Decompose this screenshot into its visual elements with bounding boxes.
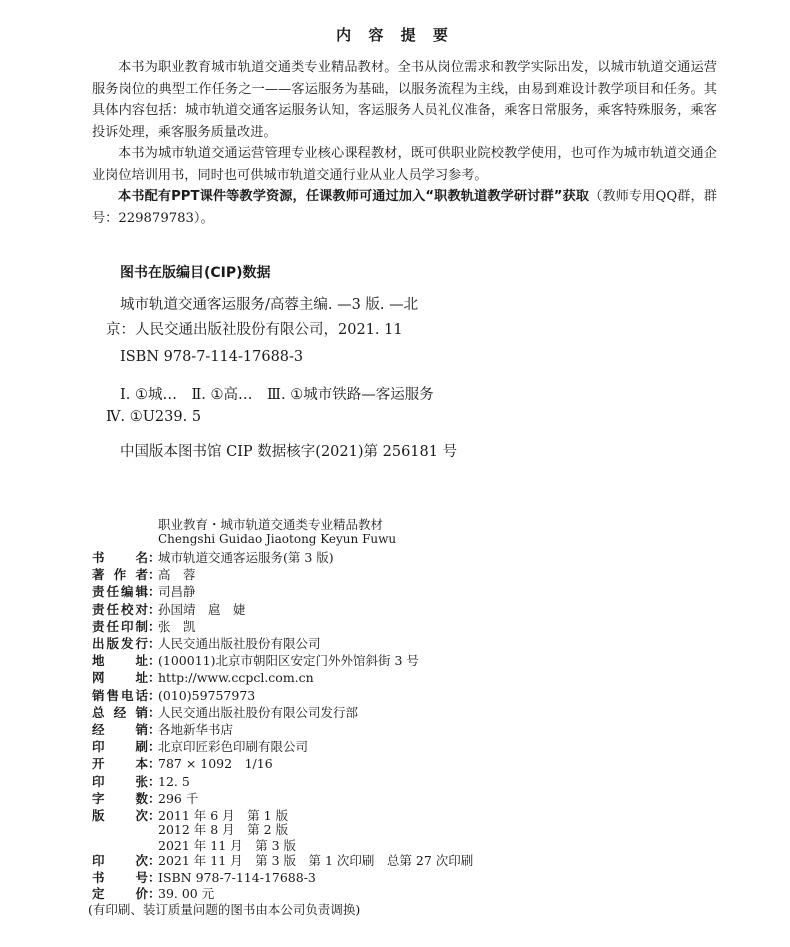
- colophon-row: [92, 686, 255, 704]
- colophon-label: 责任编辑: [92, 584, 148, 600]
- colophon-row: [92, 703, 358, 721]
- colophon-row: [92, 582, 196, 600]
- colophon-colon: ：: [148, 584, 161, 600]
- colophon-row: [92, 600, 246, 618]
- colophon-label: 定价: [92, 886, 148, 901]
- colophon-label: 印张: [92, 773, 148, 789]
- colophon-value: 12. 5: [158, 773, 190, 789]
- summary-paragraph-3-rest: （教师专用QQ群，群号：229879783）。: [92, 189, 717, 226]
- colophon-label: 销售电话: [92, 687, 148, 703]
- colophon-colon: ：: [148, 808, 161, 823]
- colophon-label: 印刷: [92, 739, 148, 755]
- colophon-colon: ：: [148, 853, 161, 868]
- colophon-row: [92, 772, 190, 790]
- cip-classification-2: Ⅳ. ①U239. 5: [106, 409, 202, 425]
- colophon-colon: ：: [148, 756, 161, 772]
- cip-isbn: ISBN 978-7-114-17688-3: [120, 349, 304, 365]
- colophon-label: 责任校对: [92, 601, 148, 617]
- colophon-value: 2021 年 11 月 第 3 版 第 1 次印刷 总第 27 次印刷: [158, 853, 474, 868]
- cip-line-1: 城市轨道交通客运服务/高蓉主编. —3 版. —北: [120, 297, 419, 313]
- colophon-colon: ：: [148, 773, 161, 789]
- colophon-colon: ：: [148, 567, 161, 583]
- cip-heading: 图书在版编目(CIP)数据: [120, 265, 271, 281]
- colophon-value: 人民交通出版社股份有限公司: [158, 636, 321, 651]
- colophon-colon: ：: [148, 739, 161, 755]
- colophon-row: [92, 668, 314, 686]
- colophon-label: 出版发行: [92, 636, 148, 651]
- colophon-row: [92, 754, 273, 772]
- colophon-colon: ：: [148, 636, 161, 651]
- colophon-colon: ：: [148, 790, 161, 806]
- colophon-colon: ：: [148, 886, 161, 901]
- colophon-colon: ：: [148, 550, 161, 565]
- colophon-value: 高 蓉: [158, 567, 196, 583]
- colophon-colon: ：: [148, 704, 161, 720]
- colophon-row: [92, 851, 473, 869]
- colophon-colon: ：: [148, 618, 161, 634]
- colophon-value: 北京印匠彩色印刷有限公司: [158, 739, 309, 755]
- colophon-value: (100011)北京市朝阳区安定门外外馆斜街 3 号: [158, 653, 419, 669]
- colophon-label: 书名: [92, 550, 148, 565]
- colophon-label: 版次: [92, 808, 148, 823]
- summary-paragraph-3-bold: 本书配有PPT课件等教学资源，任课教师可通过加入“职教轨道教学研讨群”获取: [118, 189, 590, 204]
- colophon-value: 张 凯: [158, 618, 196, 634]
- title-pinyin: Chengshi Guidao Jiaotong Keyun Fuwu: [158, 532, 397, 546]
- colophon-value: 城市轨道交通客运服务(第 3 版): [158, 550, 334, 565]
- colophon-value: (010)59757973: [158, 687, 256, 703]
- colophon-row: [92, 565, 196, 583]
- colophon-row: [92, 737, 308, 755]
- colophon-colon: ：: [148, 670, 161, 686]
- colophon-colon: ：: [148, 653, 161, 669]
- colophon-label: 印次: [92, 853, 148, 868]
- colophon-colon: ：: [148, 601, 161, 617]
- edition-2: 2012 年 8 月 第 2 版: [158, 822, 289, 837]
- colophon-label: 著作者: [92, 567, 148, 583]
- series-name: 职业教育・城市轨道交通类专业精品教材: [158, 517, 384, 532]
- colophon-row: [92, 651, 419, 669]
- colophon-colon: ：: [148, 869, 161, 885]
- colophon-label: 字数: [92, 790, 148, 806]
- colophon-value: ISBN 978-7-114-17688-3: [158, 869, 316, 885]
- colophon-value: 各地新华书店: [158, 722, 234, 737]
- cip-classification-1: Ⅰ. ①城… Ⅱ. ①高… Ⅲ. ①城市铁路—客运服务: [120, 387, 434, 403]
- colophon-value: 2011 年 6 月 第 1 版: [158, 808, 289, 823]
- colophon-label: 网址: [92, 670, 148, 686]
- colophon-value: 人民交通出版社股份有限公司发行部: [158, 704, 359, 720]
- colophon-row: [92, 868, 316, 886]
- colophon-label: 开本: [92, 756, 148, 772]
- colophon-label: 经销: [92, 722, 148, 737]
- summary-paragraph-1: 本书为职业教育城市轨道交通类专业精品教材。全书从岗位需求和教学实际出发，以城市轨道交通运营服务岗位的典型工作任务之一——客运服务为基础，以服务流程为主线，由易到难设计教学项目和任务。其具体内容包括：城市轨道交通客运服务认知，客运服务人员礼仪准备，乘客日常服务，乘客特殊服务，乘客投诉处理，乘客服务质量改进。: [92, 60, 717, 140]
- colophon-row: [92, 720, 233, 738]
- colophon-row: [92, 789, 198, 807]
- cip-record-number: 中国版本图书馆 CIP 数据核字(2021)第 256181 号: [120, 444, 458, 460]
- colophon-value: 司昌静: [158, 584, 196, 600]
- colophon-value: 787 × 1092 1/16: [158, 756, 273, 772]
- cip-line-2: 京：人民交通出版社股份有限公司，2021. 11: [106, 322, 403, 338]
- colophon-value: 296 千: [158, 790, 199, 806]
- colophon-label: 书号: [92, 869, 148, 885]
- page-title: 内 容 提 要: [336, 26, 454, 44]
- colophon-row: [92, 617, 196, 635]
- summary-paragraph-3: [92, 186, 717, 229]
- quality-note: (有印刷、装订质量问题的图书由本公司负责调换): [88, 902, 361, 917]
- colophon-colon: ：: [148, 722, 161, 737]
- colophon-value: http://www.ccpcl.com.cn: [158, 670, 314, 686]
- colophon-value: 39. 00 元: [158, 886, 215, 901]
- colophon-colon: ：: [148, 687, 161, 703]
- summary-paragraph-2: 本书为城市轨道交通运营管理专业核心课程教材，既可供职业院校教学使用，也可作为城市轨道交通企业岗位培训用书，同时也可供城市轨道交通行业从业人员学习参考。: [92, 146, 717, 183]
- colophon-value: 孙国靖 扈 婕: [158, 601, 246, 617]
- colophon-row: [92, 548, 334, 566]
- colophon-label: 地址: [92, 653, 148, 669]
- colophon-row: [92, 634, 321, 652]
- colophon-label: 总经销: [92, 704, 148, 720]
- edition-3: 2021 年 11 月 第 3 版: [158, 838, 297, 853]
- colophon-label: 责任印制: [92, 618, 148, 634]
